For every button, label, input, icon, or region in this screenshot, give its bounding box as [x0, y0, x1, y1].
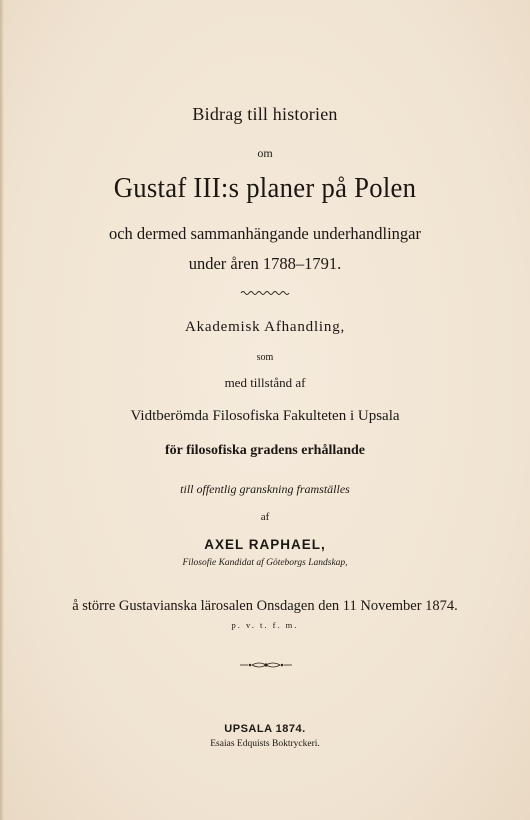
- date-place-line: å större Gustavianska lärosalen Onsdagen den 11 November 1874.: [72, 598, 458, 614]
- examination-line: till offentlig granskning framställes: [180, 482, 350, 496]
- purpose-line: för filosofiska gradens erhållande: [164, 443, 366, 458]
- title-line-2: om: [257, 146, 273, 160]
- genre-line: Akademisk Afhandling,: [184, 319, 346, 335]
- af-line: af: [260, 511, 270, 523]
- faculty-line: Vidtberömda Filosofiska Fakulteten i Upsala: [130, 408, 400, 424]
- main-title: Gustaf III:s planer på Polen: [113, 172, 417, 204]
- time-abbrev-line: p. v. t. f. m.: [231, 620, 299, 630]
- subtitle-line-1: och dermed sammanhängande underhandlingar: [108, 224, 421, 243]
- title-line-1: Bidrag till historien: [192, 104, 338, 124]
- permission-line: med tillstånd af: [224, 375, 306, 390]
- author-title: Filosofie Kandidat af Göteborgs Landskap,: [182, 558, 348, 568]
- author-name: AXEL RAPHAEL,: [204, 537, 326, 552]
- printer-line: Esaias Edquists Boktryckeri.: [210, 739, 320, 749]
- wavy-rule-ornament: [240, 290, 290, 296]
- decorative-divider-ornament: [238, 661, 294, 669]
- som-line: som: [256, 352, 274, 363]
- imprint-place: UPSALA 1874.: [224, 723, 306, 735]
- subtitle-line-2: under åren 1788–1791.: [188, 254, 342, 273]
